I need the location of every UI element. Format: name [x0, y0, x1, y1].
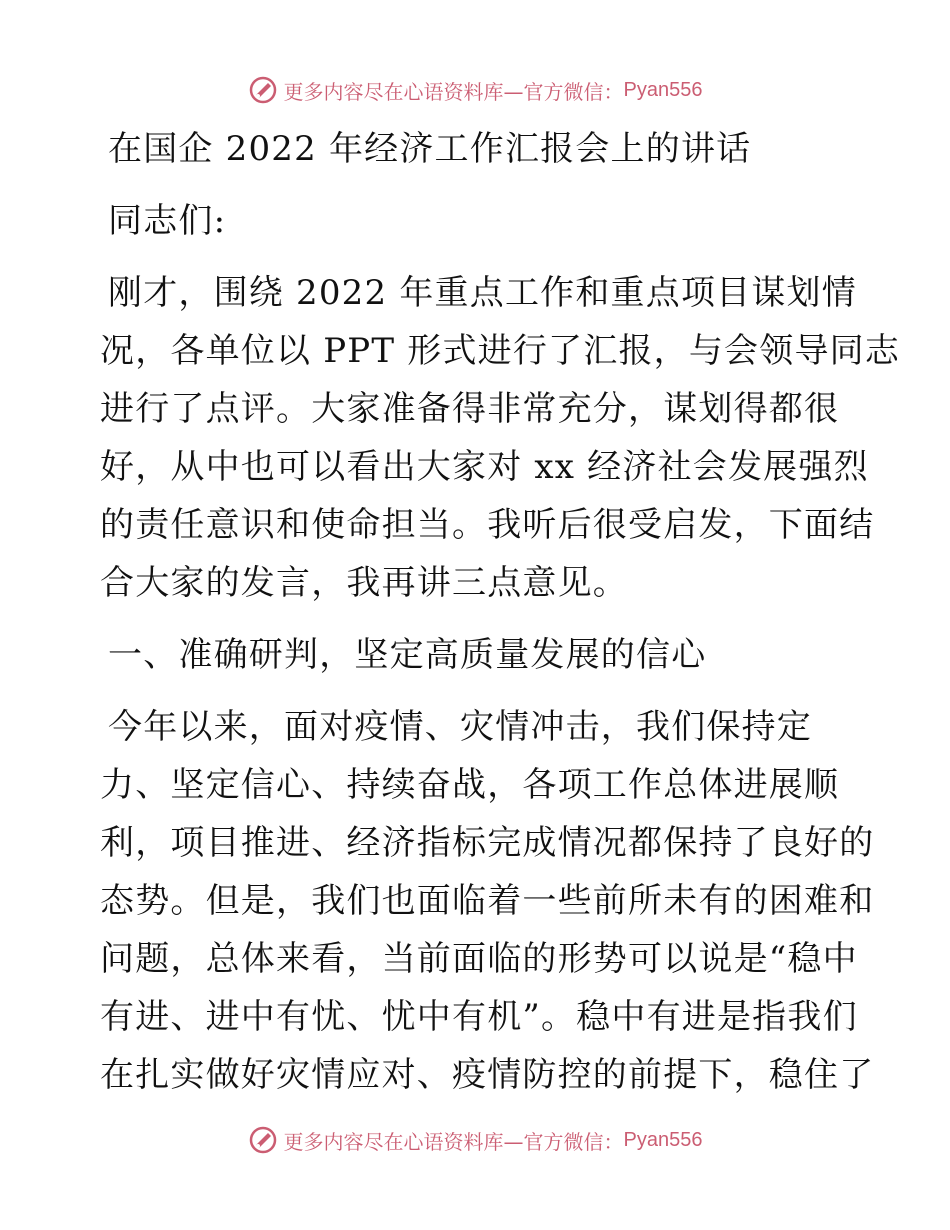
paragraph-line: 有进、进中有忧、忧中有机”。稳中有进是指我们 — [100, 997, 858, 1037]
paragraph-line: 问题，总体来看，当前面临的形势可以说是“稳中 — [100, 939, 858, 979]
paragraph-line: 态势。但是，我们也面临着一些前所未有的困难和 — [100, 881, 875, 921]
watermark-wechat-id: Pyan556 — [623, 1128, 703, 1151]
document-body — [100, 120, 901, 1104]
watermark-footer — [0, 1120, 950, 1160]
paragraph-line: 进行了点评。大家准备得非常充分，谋划得都很 — [100, 389, 840, 429]
paragraph-line: 在扎实做好灾情应对、疫情防控的前提下，稳住了 — [100, 1055, 875, 1095]
paragraph-line: 力、坚定信心、持续奋战，各项工作总体进展顺 — [100, 765, 840, 805]
paragraph-line: 今年以来，面对疫情、灾情冲击，我们保持定 — [108, 707, 812, 747]
watermark-logo-icon — [248, 1125, 278, 1155]
watermark-wechat-id: Pyan556 — [623, 78, 703, 101]
watermark-header — [0, 70, 950, 110]
watermark-logo-icon — [248, 75, 278, 105]
watermark-text: 更多内容尽在心语资料库—官方微信： — [283, 79, 624, 104]
watermark-text: 更多内容尽在心语资料库—官方微信： — [283, 1129, 624, 1154]
paragraph-line: 好，从中也可以看出大家对 xx 经济社会发展强烈 — [100, 447, 869, 487]
paragraph-line: 的责任意识和使命担当。我听后很受启发，下面结 — [100, 505, 875, 545]
paragraph-line: 况，各单位以 PPT 形式进行了汇报，与会领导同志 — [100, 331, 901, 371]
paragraph-1 — [100, 264, 901, 612]
salutation: 同志们: — [108, 201, 227, 241]
section-heading-1: 一、准确研判，坚定高质量发展的信心 — [108, 635, 707, 675]
paragraph-line: 合大家的发言，我再讲三点意见。 — [100, 563, 628, 603]
paragraph-line: 利，项目推进、经济指标完成情况都保持了良好的 — [100, 823, 875, 863]
paragraph-2 — [100, 698, 875, 1104]
paragraph-line: 刚才，围绕 2022 年重点工作和重点项目谋划情 — [108, 273, 857, 313]
document-title: 在国企 2022 年经济工作汇报会上的讲话 — [108, 129, 752, 169]
